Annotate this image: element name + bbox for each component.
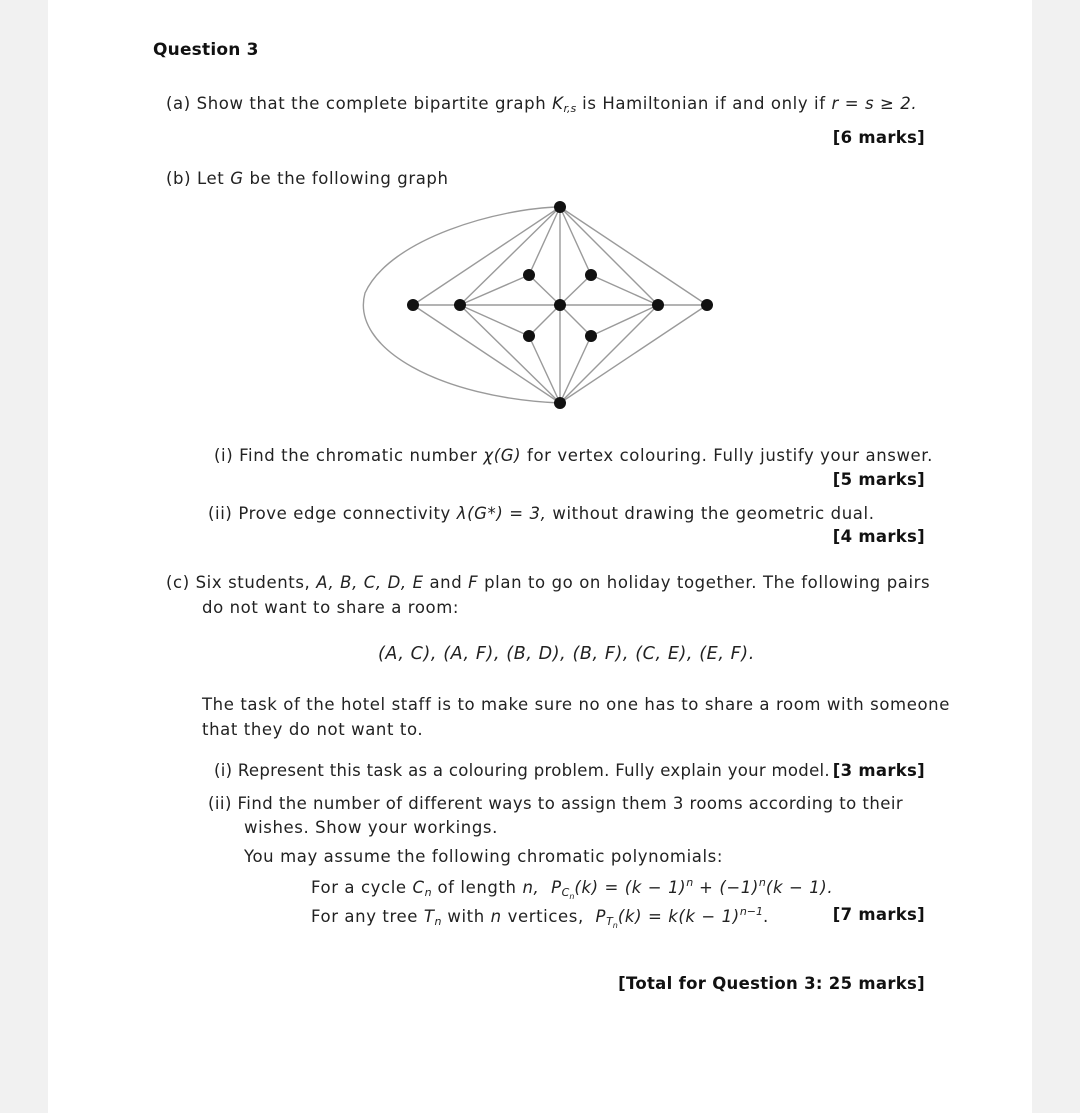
part-b-intro: Let (197, 169, 225, 188)
graph-vertex-far-left (407, 299, 419, 311)
graph-edge (560, 305, 591, 336)
part-c-students: A, B, C, D, E (316, 573, 424, 592)
cycle-formula-a: (k) = (k − 1) (574, 878, 687, 897)
tree-formula-a: (k) = k(k − 1) (617, 907, 740, 926)
tree-t: T (423, 907, 435, 926)
tree-formula-sup: n−1 (739, 905, 764, 918)
part-c-ii-line1 (208, 794, 903, 813)
part-c-label: (c) (166, 573, 190, 592)
part-b-i-text: Find the chromatic number (239, 446, 478, 465)
cycle-mid: of length (437, 878, 517, 897)
part-b-i-text-after: for vertex colouring. Fully justify your answer. (527, 446, 934, 465)
graph-vertex-right (652, 299, 664, 311)
graph-edge (560, 275, 591, 305)
part-b-ii-label: (ii) (208, 504, 233, 523)
graph-vertex-far-right (701, 299, 713, 311)
tree-t-sub: n (434, 915, 442, 928)
exam-page (48, 0, 1032, 1113)
cycle-c: C (412, 878, 425, 897)
tree-formula-p: P (595, 907, 607, 926)
part-c-ii-text: Find the number of different ways to assign them 3 rooms according to their (237, 794, 904, 813)
part-c-i (214, 761, 830, 780)
cycle-formula-c: (k − 1). (765, 878, 834, 897)
graph-edge (591, 305, 658, 336)
graph-edge (591, 275, 658, 305)
part-b-i-math: χ(G) (483, 446, 522, 465)
part-c-pairs: (A, C), (A, F), (B, D), (B, F), (C, E), (E, F). (378, 644, 755, 664)
tree-formula-sub: T (606, 915, 613, 928)
graph-edge (529, 305, 560, 336)
part-b-i (214, 446, 933, 465)
cycle-formula-sup2: n (758, 876, 766, 889)
cycle-formula-sub: C (561, 886, 570, 899)
part-c-ii-label: (ii) (208, 794, 232, 813)
graph-g-figure (360, 198, 730, 418)
cycle-c-sub: n (424, 886, 432, 899)
part-c-i-marks: [3 marks] (832, 761, 925, 780)
part-a (166, 94, 917, 115)
part-c-ii-line2: wishes. Show your workings. (244, 818, 498, 837)
graph-vertex-left (454, 299, 466, 311)
cycle-polynomial-line (311, 876, 833, 901)
graph-vertex-top (554, 201, 566, 213)
tree-mid: with (447, 907, 485, 926)
tree-text: For any tree (311, 907, 418, 926)
part-b-i-marks: [5 marks] (832, 470, 925, 489)
cycle-formula-b: + (−1) (693, 878, 759, 897)
part-a-math-k-sub: r,s (563, 102, 577, 115)
graph-edge (460, 305, 529, 336)
part-b (166, 169, 449, 188)
part-b-label: (b) (166, 169, 192, 188)
part-a-text: Show that the complete bipartite graph (196, 94, 547, 113)
tree-formula-subsub: n (612, 921, 618, 930)
tree-formula-end: . (763, 907, 769, 926)
part-b-ii (208, 504, 875, 523)
cycle-formula-sup1: n (686, 876, 694, 889)
question-title: Question 3 (153, 40, 259, 60)
part-c-task-line2: that they do not want to. (202, 720, 424, 739)
part-b-ii-math: λ(G*) = 3, (456, 504, 547, 523)
tree-vertices-n: n (490, 907, 502, 926)
part-c-task-line1: The task of the hotel staff is to make sure no one has to share a room with someone (202, 695, 950, 714)
graph-vertex-bottom (554, 397, 566, 409)
graph-vertex-center (554, 299, 566, 311)
part-a-condition: r = s ≥ 2. (831, 94, 918, 113)
graph-vertex-lower-right (585, 330, 597, 342)
graph-edge (529, 275, 560, 305)
part-a-label: (a) (166, 94, 191, 113)
part-c-text-after: plan to go on holiday together. The following pairs (484, 573, 931, 592)
part-a-marks: [6 marks] (832, 128, 925, 147)
part-b-graph-name: G (230, 169, 244, 188)
part-b-ii-marks: [4 marks] (832, 527, 925, 546)
part-a-text-after: is Hamiltonian if and only if (582, 94, 826, 113)
part-c-line1 (166, 573, 930, 592)
part-c-i-text: Represent this task as a colouring problem. Fully explain your model. (237, 761, 830, 780)
tree-after: vertices, (507, 907, 584, 926)
part-c-and: and (429, 573, 463, 592)
part-c-i-label: (i) (214, 761, 233, 780)
part-c-ii-marks: [7 marks] (832, 905, 925, 924)
part-b-i-label: (i) (214, 446, 234, 465)
part-c-text: Six students, (195, 573, 311, 592)
part-b-intro-after: be the following graph (249, 169, 449, 188)
graph-vertex-lower-left (523, 330, 535, 342)
part-b-ii-text: Prove edge connectivity (238, 504, 451, 523)
cycle-text: For a cycle (311, 878, 407, 897)
graph-edge (460, 275, 529, 305)
graph-vertex-upper-left (523, 269, 535, 281)
part-c-student-f: F (468, 573, 479, 592)
graph-vertex-upper-right (585, 269, 597, 281)
part-c-line2: do not want to share a room: (202, 598, 460, 617)
cycle-formula-subsub: n (569, 892, 575, 901)
cycle-formula-p: P (551, 878, 562, 897)
part-c-ii-assume: You may assume the following chromatic polynomials: (244, 847, 724, 866)
part-b-ii-text-after: without drawing the geometric dual. (552, 504, 875, 523)
tree-polynomial-line (311, 905, 769, 930)
part-a-math-k: K (552, 94, 564, 113)
question-total: [Total for Question 3: 25 marks] (618, 974, 925, 993)
cycle-len: n, (522, 878, 540, 897)
